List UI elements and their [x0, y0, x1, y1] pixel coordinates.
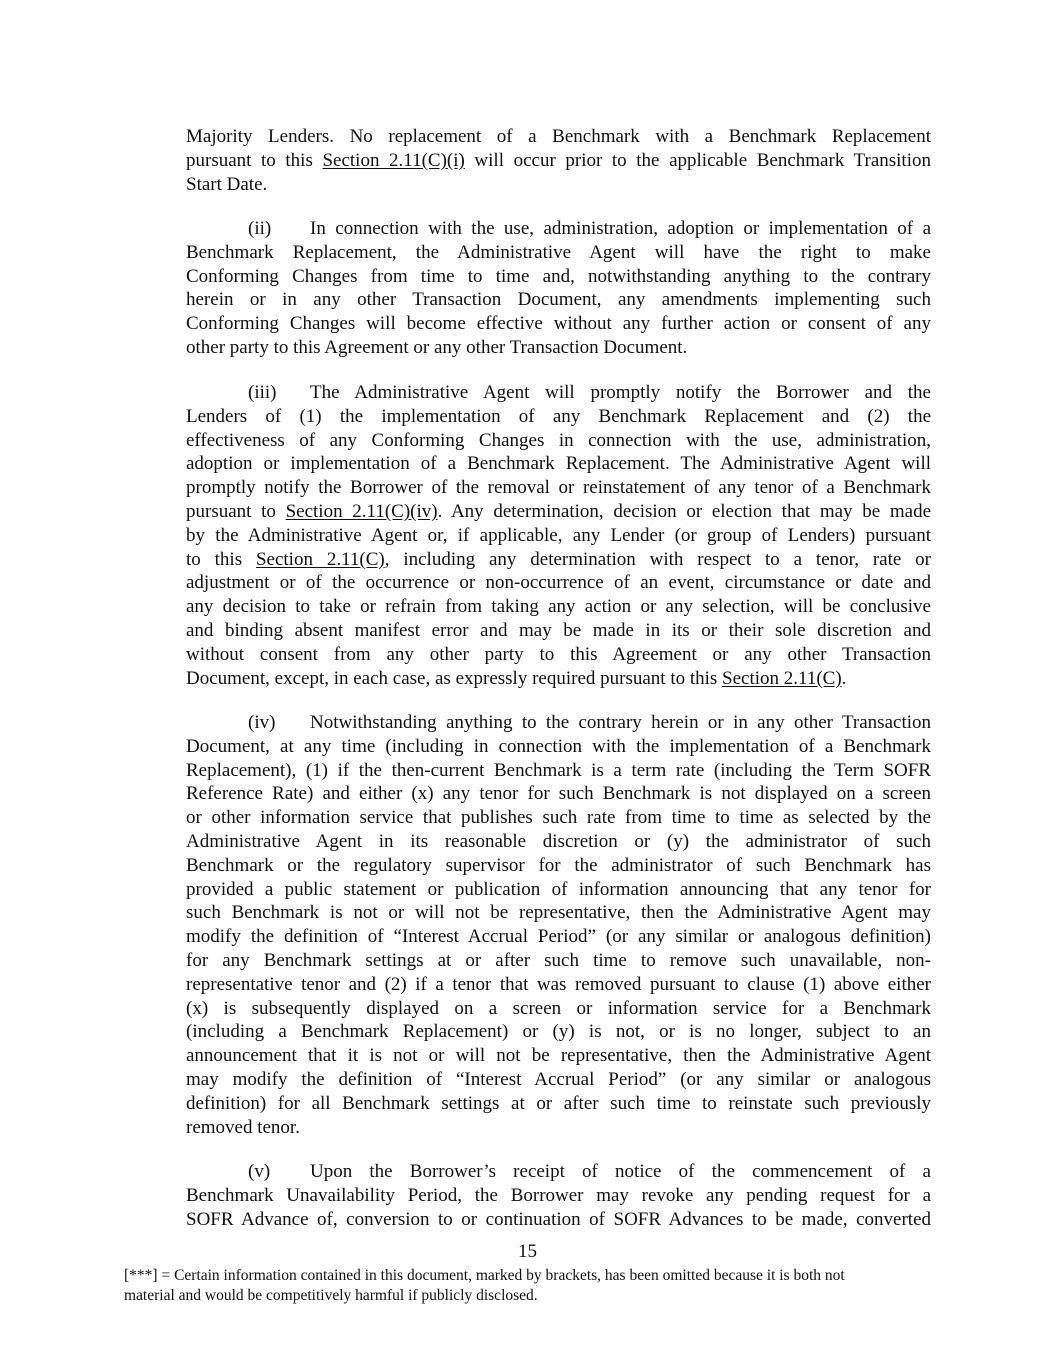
- text-line: adjustment or of the occurrence or non-occurrence of an event, circumstance or date and: [186, 572, 931, 594]
- text-line: Conforming Changes from time to time and, notwithstanding anything to the contrary: [186, 265, 931, 287]
- text-line: (including a Benchmark Replacement) or (y) is not, or is no longer, subject to an: [186, 1021, 931, 1043]
- text-line: [186, 711, 931, 735]
- text-line: herein or in any other Transaction Document, any amendments implementing such: [186, 289, 931, 311]
- text-fragment: pursuant to: [186, 500, 286, 522]
- page-number: 15: [518, 1241, 537, 1262]
- text-line: [186, 217, 931, 241]
- text-line: definition) for all Benchmark settings at or after such time to reinstate such previously: [186, 1092, 931, 1114]
- text-line: other party to this Agreement or any other Transaction Document.: [186, 336, 688, 358]
- text-line: Conforming Changes will become effective without any further action or consent of any: [186, 313, 931, 335]
- text-fragment: to this: [186, 548, 256, 570]
- text-line: promptly notify the Borrower of the removal or reinstatement of any tenor of a Benchmark: [186, 477, 931, 499]
- text-line: any decision to take or refrain from taking any action or any selection, will be conclusive: [186, 596, 931, 618]
- text-line: Lenders of (1) the implementation of any Benchmark Replacement and (2) the: [186, 405, 931, 427]
- clause-number: (v): [248, 1161, 271, 1182]
- text-line: by the Administrative Agent or, if applicable, any Lender (or group of Lenders) pursuant: [186, 524, 931, 546]
- text-line: effectiveness of any Conforming Changes in connection with the use, administration,: [186, 429, 931, 451]
- section-reference-link[interactable]: Section 2.11(C): [722, 667, 842, 689]
- text-fragment: Notwithstanding anything to the contrary herein or in any other Transaction: [310, 712, 931, 733]
- text-line: [186, 381, 931, 405]
- text-line: adoption or implementation of a Benchmark Replacement. The Administrative Agent will: [186, 453, 931, 475]
- text-line: [186, 1160, 931, 1184]
- clause-number: (iv): [248, 712, 276, 733]
- paragraph-v: [186, 1160, 931, 1231]
- text-line: [186, 149, 931, 173]
- text-line: removed tenor.: [186, 1116, 300, 1138]
- text-line: Benchmark Unavailability Period, the Borrower may revoke any pending request for a: [186, 1184, 931, 1206]
- text-fragment: .: [841, 667, 847, 689]
- text-line: Majority Lenders. No replacement of a Benchmark with a Benchmark Replacement: [186, 126, 931, 147]
- text-line: Benchmark or the regulatory supervisor for the administrator of such Benchmark has: [186, 854, 931, 876]
- text-fragment: In connection with the use, administration, adoption or implementation of a: [310, 218, 931, 239]
- text-line: [186, 667, 931, 691]
- text-line: Administrative Agent in its reasonable discretion or (y) the administrator of such: [186, 830, 931, 852]
- text-line: modify the definition of “Interest Accrual Period” (or any similar or analogous definition): [186, 926, 931, 948]
- text-line: or other information service that publishes such rate from time to time as selected by the: [186, 807, 931, 829]
- footnote-line: [***] = Certain information contained in this document, marked by brackets, has been omitted because it is both not: [124, 1267, 845, 1284]
- section-reference-link[interactable]: Section 2.11(C)(i): [322, 149, 465, 171]
- text-line: Benchmark Replacement, the Administrative Agent will have the right to make: [186, 241, 931, 263]
- text-line: may modify the definition of “Interest Accrual Period” (or any similar or analogous: [186, 1068, 931, 1090]
- text-fragment: The Administrative Agent will promptly notify the Borrower and the: [310, 382, 931, 403]
- text-fragment: Upon the Borrower’s receipt of notice of the commencement of a: [310, 1161, 931, 1182]
- text-line: SOFR Advance of, conversion to or continuation of SOFR Advances to be made, converted: [186, 1208, 931, 1230]
- text-line: Replacement), (1) if the then-current Benchmark is a term rate (including the Term SOFR: [186, 759, 931, 781]
- text-fragment: pursuant to this: [186, 149, 323, 171]
- text-line: [186, 548, 931, 572]
- text-line: such Benchmark is not or will not be representative, then the Administrative Agent may: [186, 902, 931, 924]
- footnote-line: material and would be competitively harmful if publicly disclosed.: [124, 1286, 538, 1304]
- text-fragment: . Any determination, decision or election that may be made: [437, 500, 931, 522]
- clause-number: (ii): [248, 218, 272, 239]
- text-line: representative tenor and (2) if a tenor that was removed pursuant to clause (1) above either: [186, 973, 931, 995]
- confidentiality-footnote: [124, 1266, 934, 1305]
- text-line: announcement that it is not or will not be representative, then the Administrative Agent: [186, 1045, 931, 1067]
- text-line: provided a public statement or publication of information announcing that any tenor for: [186, 878, 931, 900]
- paragraph-ii: [186, 217, 931, 360]
- paragraph-iv: [186, 711, 931, 1139]
- text-line: Document, at any time (including in connection with the implementation of a Benchmark: [186, 735, 931, 757]
- paragraph-iii: [186, 381, 931, 690]
- text-line: (x) is subsequently displayed on a screen or information service for a Benchmark: [186, 997, 931, 1019]
- text-fragment: Document, except, in each case, as expressly required pursuant to this: [186, 667, 723, 689]
- text-fragment: will occur prior to the applicable Benchmark Transition: [464, 149, 931, 171]
- text-line: Reference Rate) and either (x) any tenor for such Benchmark is not displayed on a screen: [186, 783, 931, 805]
- text-line: Start Date.: [186, 173, 268, 195]
- text-line: without consent from any other party to this Agreement or any other Transaction: [186, 643, 931, 665]
- paragraph-continuation: [186, 125, 931, 196]
- clause-number: (iii): [248, 382, 277, 403]
- text-fragment: , including any determination with respect to a tenor, rate or: [384, 548, 931, 570]
- text-line: and binding absent manifest error and may be made in its or their sole discretion and: [186, 619, 931, 641]
- text-line: for any Benchmark settings at or after such time to remove such unavailable, non-: [186, 949, 931, 971]
- section-reference-link[interactable]: Section 2.11(C)(iv): [285, 500, 438, 522]
- text-line: [186, 500, 931, 524]
- section-reference-link[interactable]: Section 2.11(C): [255, 548, 385, 570]
